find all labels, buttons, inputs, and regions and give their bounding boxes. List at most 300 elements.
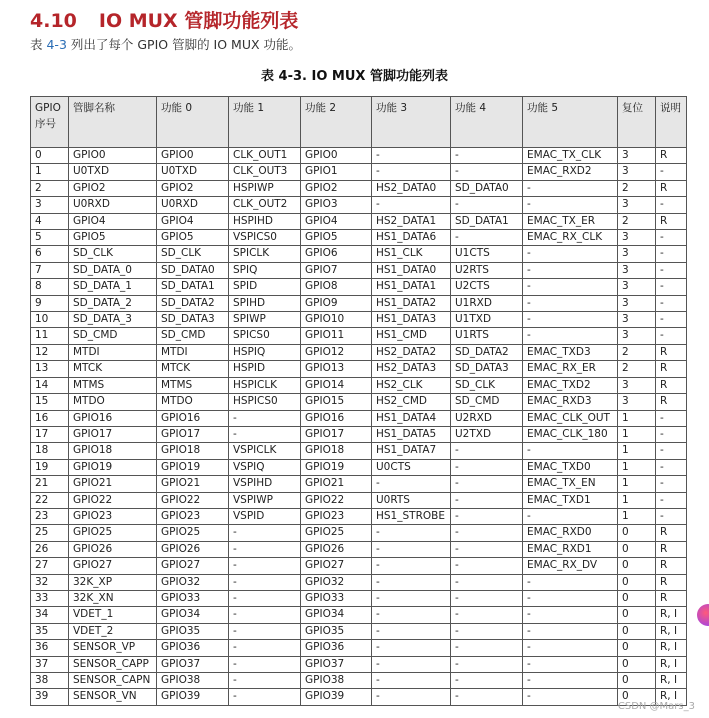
table-cell: GPIO19 <box>301 459 372 475</box>
table-cell: R, I <box>656 656 687 672</box>
table-row <box>31 689 687 705</box>
column-header: GPIO 序号 <box>31 97 69 148</box>
table-cell: - <box>229 574 301 590</box>
table-cell: - <box>451 656 523 672</box>
table-cell: 32K_XN <box>69 590 157 606</box>
table-cell: 1 <box>618 443 656 459</box>
table-cell: GPIO0 <box>157 148 229 164</box>
table-cell: 13 <box>31 361 69 377</box>
table-cell: 3 <box>618 279 656 295</box>
table-cell: 2 <box>618 361 656 377</box>
table-cell: U2RTS <box>451 262 523 278</box>
table-cell: - <box>656 312 687 328</box>
table-cell: - <box>523 689 618 705</box>
table-cell: - <box>451 623 523 639</box>
table-cell: HS1_DATA1 <box>372 279 451 295</box>
table-cell: GPIO5 <box>69 230 157 246</box>
table-cell: - <box>523 246 618 262</box>
table-cell: - <box>451 525 523 541</box>
table-cell: - <box>656 410 687 426</box>
table-cell: 19 <box>31 459 69 475</box>
table-cell: U0RXD <box>69 197 157 213</box>
table-cell: 3 <box>618 295 656 311</box>
table-cell: SD_DATA_3 <box>69 312 157 328</box>
table-cell: 4 <box>31 213 69 229</box>
table-cell: GPIO0 <box>301 148 372 164</box>
table-cell: SD_DATA3 <box>157 312 229 328</box>
table-row <box>31 492 687 508</box>
table-row <box>31 607 687 623</box>
table-cell: - <box>229 689 301 705</box>
table-cell: GPIO0 <box>69 148 157 164</box>
table-cell: GPIO26 <box>301 541 372 557</box>
table-cell: - <box>451 673 523 689</box>
table-cell: - <box>229 656 301 672</box>
table-cell: GPIO26 <box>157 541 229 557</box>
table-header-row <box>31 97 687 148</box>
floating-assistant-icon[interactable] <box>697 604 709 626</box>
table-cell: EMAC_RX_DV <box>523 558 618 574</box>
table-cell: HS2_CLK <box>372 377 451 393</box>
table-cell: - <box>372 164 451 180</box>
table-cell: 0 <box>618 673 656 689</box>
table-cell: SD_DATA1 <box>157 279 229 295</box>
table-cell: 6 <box>31 246 69 262</box>
table-cell: 39 <box>31 689 69 705</box>
table-cell: GPIO14 <box>301 377 372 393</box>
table-cell: 2 <box>618 180 656 196</box>
table-cell: - <box>451 607 523 623</box>
table-cell: 8 <box>31 279 69 295</box>
table-cell: 0 <box>618 656 656 672</box>
table-row <box>31 164 687 180</box>
table-cell: GPIO23 <box>301 508 372 524</box>
table-cell: U0RTS <box>372 492 451 508</box>
table-cell: SD_DATA_1 <box>69 279 157 295</box>
table-cell: - <box>372 525 451 541</box>
table-cell: R <box>656 525 687 541</box>
table-cell: GPIO17 <box>301 426 372 442</box>
watermark: CSDN @Mars_3 <box>617 701 695 712</box>
table-cell: - <box>451 230 523 246</box>
table-cell: GPIO3 <box>301 197 372 213</box>
table-row <box>31 230 687 246</box>
table-cell: HS1_STROBE <box>372 508 451 524</box>
table-cell: 38 <box>31 673 69 689</box>
table-cell: - <box>523 312 618 328</box>
table-cell: 3 <box>618 246 656 262</box>
table-cell: GPIO17 <box>157 426 229 442</box>
table-cell: MTMS <box>157 377 229 393</box>
table-cell: 10 <box>31 312 69 328</box>
table-cell: R, I <box>656 623 687 639</box>
section-title: IO MUX 管脚功能列表 <box>98 10 299 32</box>
table-cell: 0 <box>618 640 656 656</box>
table-cell: SPIQ <box>229 262 301 278</box>
table-cell: HSPIQ <box>229 344 301 360</box>
table-cell: GPIO16 <box>157 410 229 426</box>
table-cell: MTDO <box>157 394 229 410</box>
table-cell: GPIO37 <box>301 656 372 672</box>
table-cell: - <box>523 262 618 278</box>
table-cell: GPIO4 <box>301 213 372 229</box>
table-cell: U2TXD <box>451 426 523 442</box>
table-cell: - <box>656 443 687 459</box>
iomux-table <box>30 96 687 706</box>
table-cell: 11 <box>31 328 69 344</box>
table-cell: 21 <box>31 476 69 492</box>
table-cell: MTCK <box>157 361 229 377</box>
table-cell: 18 <box>31 443 69 459</box>
table-cell: SPIHD <box>229 295 301 311</box>
table-cell: GPIO4 <box>69 213 157 229</box>
table-cell: - <box>656 246 687 262</box>
table-cell: GPIO21 <box>69 476 157 492</box>
intro-prefix: 表 <box>30 37 47 52</box>
table-cell: 1 <box>31 164 69 180</box>
table-cell: - <box>523 590 618 606</box>
table-row <box>31 574 687 590</box>
table-cell: EMAC_RX_CLK <box>523 230 618 246</box>
table-cell: GPIO8 <box>301 279 372 295</box>
table-cell: GPIO38 <box>157 673 229 689</box>
table-cell: GPIO15 <box>301 394 372 410</box>
table-cell: 32K_XP <box>69 574 157 590</box>
table-cell: 3 <box>31 197 69 213</box>
table-cell: GPIO34 <box>301 607 372 623</box>
table-cell: HS2_CMD <box>372 394 451 410</box>
table-cell: - <box>656 476 687 492</box>
table-cell: - <box>451 508 523 524</box>
table-cell: - <box>451 541 523 557</box>
table-cell: GPIO35 <box>157 623 229 639</box>
table-cell: GPIO27 <box>157 558 229 574</box>
table-cell: R, I <box>656 689 687 705</box>
table-cell: - <box>451 574 523 590</box>
table-cell: EMAC_CLK_180 <box>523 426 618 442</box>
table-cell: SPICLK <box>229 246 301 262</box>
table-cell: U2CTS <box>451 279 523 295</box>
table-cell: - <box>656 328 687 344</box>
table-cell: SD_CLK <box>157 246 229 262</box>
column-header: 功能 1 <box>229 97 301 148</box>
table-cell: GPIO18 <box>301 443 372 459</box>
table-cell: EMAC_RXD1 <box>523 541 618 557</box>
table-cell: U0CTS <box>372 459 451 475</box>
table-cell: 3 <box>618 197 656 213</box>
table-cell: HS1_CLK <box>372 246 451 262</box>
table-cell: - <box>523 574 618 590</box>
table-cell: 25 <box>31 525 69 541</box>
table-cell: GPIO5 <box>301 230 372 246</box>
table-cell: - <box>523 640 618 656</box>
table-cell: EMAC_TXD3 <box>523 344 618 360</box>
table-cell: 3 <box>618 377 656 393</box>
table-cell: - <box>229 607 301 623</box>
table-cell: GPIO6 <box>301 246 372 262</box>
table-row <box>31 623 687 639</box>
table-row <box>31 394 687 410</box>
table-cell: GPIO16 <box>301 410 372 426</box>
table-cell: 0 <box>618 590 656 606</box>
table-cell: U0TXD <box>69 164 157 180</box>
table-cell: VSPID <box>229 508 301 524</box>
table-cell: GPIO19 <box>69 459 157 475</box>
table-row <box>31 344 687 360</box>
table-cell: GPIO22 <box>157 492 229 508</box>
table-cell: GPIO38 <box>301 673 372 689</box>
table-cell: EMAC_TXD0 <box>523 459 618 475</box>
table-cell: R, I <box>656 673 687 689</box>
table-row <box>31 673 687 689</box>
table-cell: SENSOR_VP <box>69 640 157 656</box>
table-cell: GPIO12 <box>301 344 372 360</box>
table-cell: GPIO37 <box>157 656 229 672</box>
table-cell: R <box>656 213 687 229</box>
column-header: 管脚名称 <box>69 97 157 148</box>
table-cell: 12 <box>31 344 69 360</box>
table-cell: SD_CMD <box>157 328 229 344</box>
table-cell: HSPICS0 <box>229 394 301 410</box>
table-cell: GPIO5 <box>157 230 229 246</box>
table-cell: - <box>372 689 451 705</box>
table-cell: EMAC_CLK_OUT <box>523 410 618 426</box>
table-cell: HS1_CMD <box>372 328 451 344</box>
table-cell: EMAC_RXD2 <box>523 164 618 180</box>
table-cell: - <box>229 525 301 541</box>
table-row <box>31 640 687 656</box>
table-cell: GPIO16 <box>69 410 157 426</box>
table-cell: R <box>656 574 687 590</box>
table-cell: 9 <box>31 295 69 311</box>
table-cell: U1CTS <box>451 246 523 262</box>
table-cell: GPIO39 <box>301 689 372 705</box>
table-cell: - <box>451 164 523 180</box>
table-cell: 26 <box>31 541 69 557</box>
table-cell: 0 <box>618 623 656 639</box>
table-cell: SPICS0 <box>229 328 301 344</box>
table-cell: 14 <box>31 377 69 393</box>
table-row <box>31 410 687 426</box>
table-cell: R <box>656 180 687 196</box>
table-cell: GPIO39 <box>157 689 229 705</box>
table-cell: GPIO22 <box>69 492 157 508</box>
table-row <box>31 656 687 672</box>
table-cell: 5 <box>31 230 69 246</box>
table-cell: - <box>229 426 301 442</box>
table-cell: - <box>656 279 687 295</box>
table-cell: 0 <box>618 574 656 590</box>
table-cell: - <box>229 410 301 426</box>
table-cell: 0 <box>618 558 656 574</box>
table-cell: - <box>229 640 301 656</box>
table-cell: - <box>656 459 687 475</box>
table-cell: SD_CLK <box>451 377 523 393</box>
table-cell: - <box>451 492 523 508</box>
table-cell: SPIWP <box>229 312 301 328</box>
table-cell: GPIO2 <box>69 180 157 196</box>
table-cell: - <box>372 590 451 606</box>
table-cell: 36 <box>31 640 69 656</box>
table-cell: U1RTS <box>451 328 523 344</box>
table-cell: GPIO25 <box>69 525 157 541</box>
table-cell: HS2_DATA0 <box>372 180 451 196</box>
table-cell: GPIO23 <box>157 508 229 524</box>
table-cell: GPIO32 <box>301 574 372 590</box>
table-cell: 1 <box>618 476 656 492</box>
table-cell: - <box>656 262 687 278</box>
table-cell: GPIO26 <box>69 541 157 557</box>
table-cell: - <box>523 295 618 311</box>
table-cell: EMAC_TXD1 <box>523 492 618 508</box>
table-cell: - <box>656 492 687 508</box>
table-row <box>31 476 687 492</box>
table-cell: SENSOR_CAPP <box>69 656 157 672</box>
table-cell: HSPIHD <box>229 213 301 229</box>
table-cell: 1 <box>618 459 656 475</box>
table-cell: - <box>523 607 618 623</box>
column-header: 功能 4 <box>451 97 523 148</box>
table-cell: - <box>372 558 451 574</box>
table-cell: - <box>656 164 687 180</box>
table-cell: 23 <box>31 508 69 524</box>
table-cell: MTDO <box>69 394 157 410</box>
table-cell: - <box>372 656 451 672</box>
section-number: 4.10 <box>30 10 77 32</box>
table-cell: U1RXD <box>451 295 523 311</box>
table-cell: R <box>656 148 687 164</box>
table-row <box>31 148 687 164</box>
table-cell: R, I <box>656 607 687 623</box>
table-cell: 3 <box>618 312 656 328</box>
table-row <box>31 295 687 311</box>
table-cell: 2 <box>618 344 656 360</box>
table-row <box>31 197 687 213</box>
table-cell: HS1_DATA0 <box>372 262 451 278</box>
table-cell: HS2_DATA2 <box>372 344 451 360</box>
table-cell: 0 <box>618 607 656 623</box>
table-cell: R <box>656 394 687 410</box>
table-cell: - <box>372 640 451 656</box>
table-cell: GPIO18 <box>69 443 157 459</box>
table-cell: 1 <box>618 508 656 524</box>
table-cell: HS1_DATA7 <box>372 443 451 459</box>
table-cell: HS1_DATA5 <box>372 426 451 442</box>
table-cell: - <box>451 443 523 459</box>
table-cell: HS1_DATA2 <box>372 295 451 311</box>
table-cell: 22 <box>31 492 69 508</box>
table-cell: GPIO36 <box>157 640 229 656</box>
table-cell: GPIO25 <box>157 525 229 541</box>
table-cell: 27 <box>31 558 69 574</box>
table-cell: VSPIHD <box>229 476 301 492</box>
table-cell: SD_DATA1 <box>451 213 523 229</box>
table-cell: - <box>451 558 523 574</box>
table-cell: - <box>656 508 687 524</box>
table-cell: R <box>656 590 687 606</box>
table-cell: HSPIWP <box>229 180 301 196</box>
table-cell: - <box>451 476 523 492</box>
table-cell: MTDI <box>157 344 229 360</box>
table-cell: CLK_OUT3 <box>229 164 301 180</box>
table-row <box>31 525 687 541</box>
table-cell: - <box>229 673 301 689</box>
table-cell: CLK_OUT2 <box>229 197 301 213</box>
table-cell: 3 <box>618 230 656 246</box>
table-cell: GPIO27 <box>301 558 372 574</box>
table-cell: GPIO4 <box>157 213 229 229</box>
table-cell: HS1_DATA3 <box>372 312 451 328</box>
table-cell: GPIO13 <box>301 361 372 377</box>
table-cell: - <box>656 426 687 442</box>
intro-suffix: 列出了每个 GPIO 管脚的 IO MUX 功能。 <box>66 37 302 52</box>
section-heading <box>30 6 298 33</box>
table-cell: GPIO33 <box>157 590 229 606</box>
table-cell: GPIO2 <box>157 180 229 196</box>
table-cell: SD_DATA_2 <box>69 295 157 311</box>
table-cell: HS2_DATA1 <box>372 213 451 229</box>
table-row <box>31 246 687 262</box>
table-cell: 3 <box>618 328 656 344</box>
table-cell: GPIO32 <box>157 574 229 590</box>
table-cell: - <box>229 558 301 574</box>
table-cell: 1 <box>618 410 656 426</box>
table-cell: 34 <box>31 607 69 623</box>
table-cell: 15 <box>31 394 69 410</box>
column-header: 功能 5 <box>523 97 618 148</box>
table-body <box>31 148 687 706</box>
table-cell: GPIO35 <box>301 623 372 639</box>
table-row <box>31 180 687 196</box>
table-cell: GPIO27 <box>69 558 157 574</box>
table-cell: MTMS <box>69 377 157 393</box>
table-cell: - <box>656 197 687 213</box>
table-cell: 0 <box>31 148 69 164</box>
table-row <box>31 590 687 606</box>
table-cell: SD_CMD <box>69 328 157 344</box>
table-cell: GPIO21 <box>157 476 229 492</box>
table-cell: VDET_2 <box>69 623 157 639</box>
table-cell: SPID <box>229 279 301 295</box>
table-cell: 35 <box>31 623 69 639</box>
table-cell: EMAC_RXD0 <box>523 525 618 541</box>
table-reference-link[interactable]: 4-3 <box>46 37 67 52</box>
table-cell: U2RXD <box>451 410 523 426</box>
table-cell: GPIO18 <box>157 443 229 459</box>
table-cell: 3 <box>618 164 656 180</box>
table-cell: - <box>523 279 618 295</box>
table-cell: GPIO9 <box>301 295 372 311</box>
column-header: 功能 3 <box>372 97 451 148</box>
table-cell: EMAC_TX_ER <box>523 213 618 229</box>
table-row <box>31 213 687 229</box>
table-cell: GPIO34 <box>157 607 229 623</box>
table-caption: 表 4-3. IO MUX 管脚功能列表 <box>261 69 448 84</box>
table-cell: HSPICLK <box>229 377 301 393</box>
table-row <box>31 443 687 459</box>
table-cell: - <box>451 640 523 656</box>
table-cell: GPIO19 <box>157 459 229 475</box>
table-cell: HSPID <box>229 361 301 377</box>
table-cell: GPIO22 <box>301 492 372 508</box>
column-header: 复位 <box>618 97 656 148</box>
table-cell: 0 <box>618 525 656 541</box>
table-cell: 3 <box>618 262 656 278</box>
table-cell: EMAC_TX_EN <box>523 476 618 492</box>
table-row <box>31 508 687 524</box>
table-cell: SD_DATA3 <box>451 361 523 377</box>
table-cell: 37 <box>31 656 69 672</box>
